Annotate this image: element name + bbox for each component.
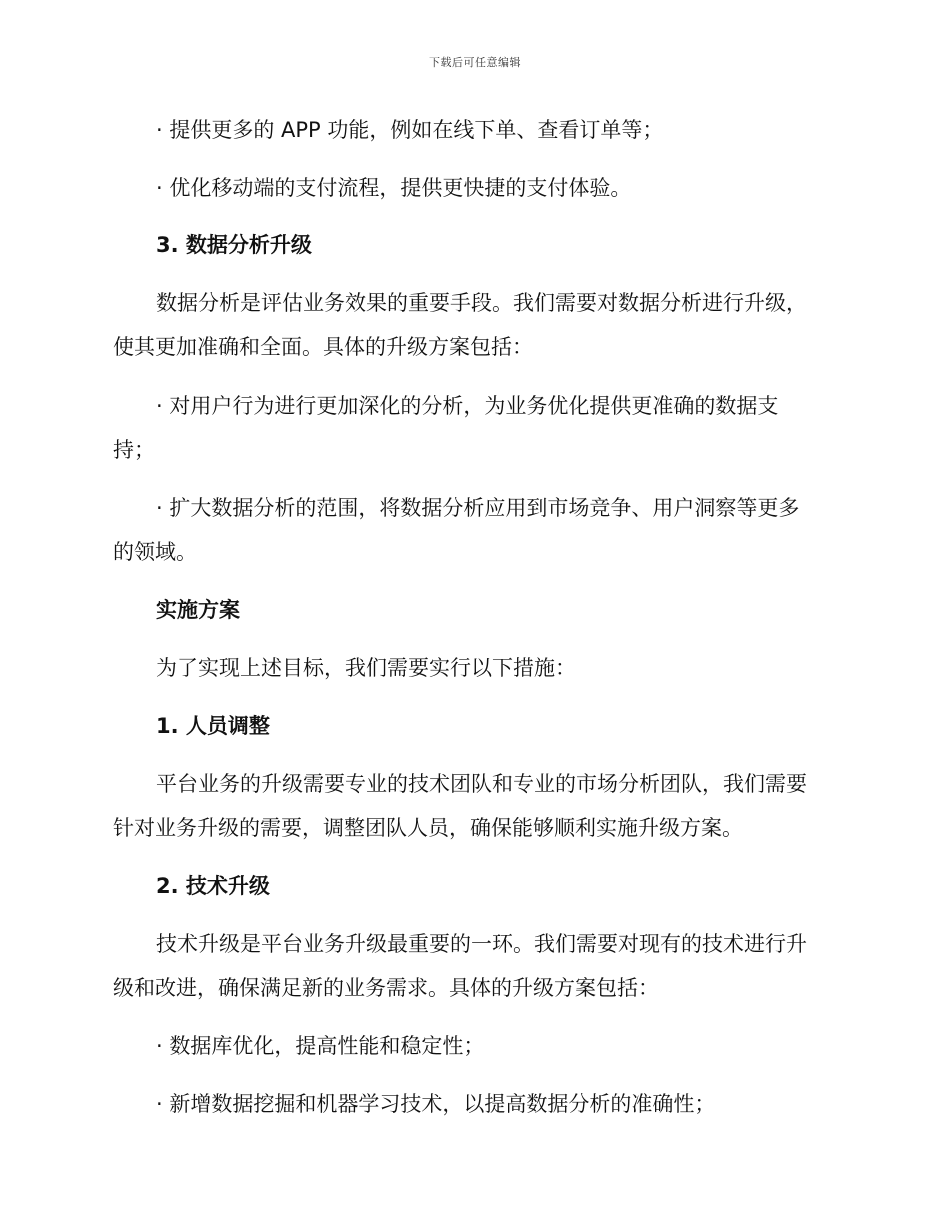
paragraph-line: 使其更加准确和全面。具体的升级方案包括：	[113, 335, 533, 359]
bullet-item-continuation: 的领域。	[113, 540, 197, 564]
paragraph-line: 针对业务升级的需要，调整团队人员，确保能够顺利实施升级方案。	[113, 816, 743, 840]
bullet-item: · 优化移动端的支付流程，提供更快捷的支付体验。	[156, 176, 632, 200]
bullet-item: · 数据库优化，提高性能和稳定性；	[156, 1034, 485, 1058]
bullet-item-continuation: 持；	[113, 438, 155, 462]
section-heading: 2. 技术升级	[156, 874, 270, 898]
section-heading: 3. 数据分析升级	[156, 233, 312, 257]
paragraph-line: 数据分析是评估业务效果的重要手段。我们需要对数据分析进行升级，	[156, 291, 807, 315]
paragraph-line: 技术升级是平台业务升级最重要的一环。我们需要对现有的技术进行升	[156, 932, 807, 956]
bullet-item: · 新增数据挖掘和机器学习技术，以提高数据分析的准确性；	[156, 1092, 716, 1116]
paragraph-line: 为了实现上述目标，我们需要实行以下措施：	[156, 656, 576, 680]
bullet-item: · 对用户行为进行更加深化的分析，为业务优化提供更准确的数据支	[156, 394, 779, 418]
section-heading: 实施方案	[156, 598, 240, 622]
bullet-item: · 扩大数据分析的范围，将数据分析应用到市场竞争、用户洞察等更多	[156, 496, 800, 520]
bullet-item: · 提供更多的 APP 功能，例如在线下单、查看订单等；	[156, 118, 664, 142]
paragraph-line: 级和改进，确保满足新的业务需求。具体的升级方案包括：	[113, 976, 659, 1000]
page-header: 下载后可任意编辑	[429, 56, 521, 69]
section-heading: 1. 人员调整	[156, 714, 270, 738]
paragraph-line: 平台业务的升级需要专业的技术团队和专业的市场分析团队，我们需要	[156, 772, 807, 796]
